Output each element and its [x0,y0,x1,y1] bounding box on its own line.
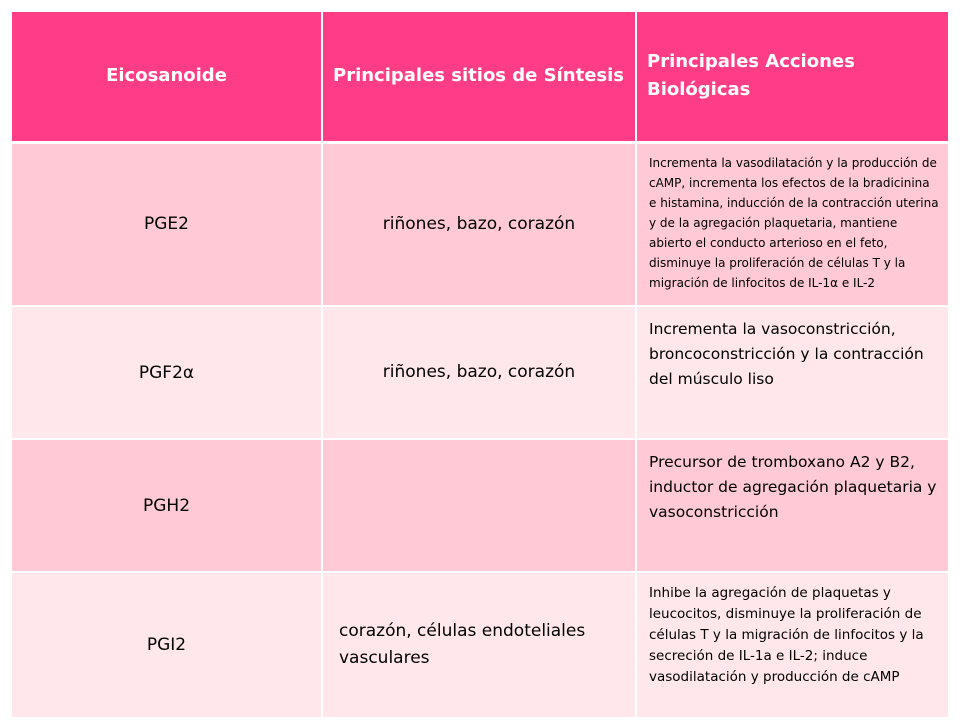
header-eicosanoid: Eicosanoide [12,12,322,142]
table-header-row [12,12,948,142]
synthesis-sites [322,439,636,572]
biological-actions: Inhibe la agregación de plaquetas y leucocitos, disminuye la proliferación de células T y la migración de linfocitos y la secreción de IL-1a e IL-2; induce vasodilatación y producción de cAMP [636,572,948,718]
table-row [12,306,948,439]
biological-actions: Incrementa la vasoconstricción, broncoconstricción y la contracción del músculo liso [636,306,948,439]
eicosanoid-table [12,12,948,719]
biological-actions: Incrementa la vasodilatación y la producción de cAMP, incrementa los efectos de la bradicinina e histamina, inducción de la contracción uterina y de la agregación plaquetaria, mantiene abierto el conducto arterioso en el feto, disminuye la proliferación de células T y la migración de linfocitos de IL-1α e IL-2 [636,142,948,306]
synthesis-sites: corazón, células endoteliales vasculares [322,572,636,718]
header-synthesis-sites: Principales sitios de Síntesis [322,12,636,142]
synthesis-sites: riñones, bazo, corazón [322,306,636,439]
table-row [12,439,948,572]
header-biological-actions: Principales Acciones Biológicas [636,12,948,142]
table-row [12,572,948,718]
biological-actions: Precursor de tromboxano A2 y B2, inductor de agregación plaquetaria y vasoconstricción [636,439,948,572]
eicosanoid-name: PGH2 [12,439,322,572]
eicosanoid-name: PGI2 [12,572,322,718]
table-row [12,142,948,306]
synthesis-sites: riñones, bazo, corazón [322,142,636,306]
eicosanoid-name: PGE2 [12,142,322,306]
eicosanoid-name: PGF2α [12,306,322,439]
